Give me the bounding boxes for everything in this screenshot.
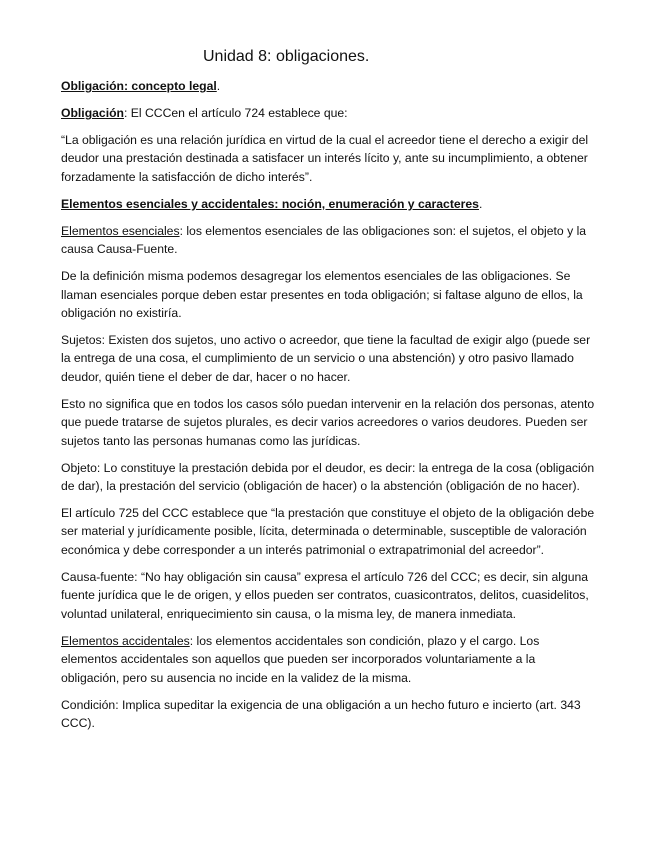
paragraph-label: Obligación (61, 106, 124, 120)
heading-text: Elementos esenciales y accidentales: noción, enumeración y caracteres (61, 196, 479, 211)
paragraph-elementos-accidentales (61, 632, 595, 687)
heading-tail: . (478, 196, 483, 211)
section-heading-elementos (61, 195, 595, 213)
section-heading-concepto-legal (61, 77, 595, 95)
paragraph-obligacion (61, 104, 595, 122)
paragraph-sujetos: Sujetos: Existen dos sujetos, uno activo o acreedor, que tiene la facultad de exigir algo (puede ser la entrega de una cosa, el cumplimiento de un servicio o una abstención) y otro pasivo llamado deudor, quién tiene el deber de dar, hacer o no hacer. (61, 333, 591, 384)
paragraph-condicion: Condición: Implica supeditar la exigencia de una obligación a un hecho futuro e incierto (art. 343 CCC). (61, 697, 581, 730)
paragraph-text: : los elementos accidentales son condición, plazo y el cargo. Los elementos accidentales son aquellos que pueden ser incorporados voluntariamente a la obligación, pero su ausencia no incide en la validez de la misma. (61, 633, 540, 685)
paragraph-objeto: Objeto: Lo constituye la prestación debida por el deudor, es decir: la entrega de la cosa (obligación de dar), la prestación del servicio (obligación de hacer) o la abstención (obligación de no hacer). (61, 460, 595, 494)
paragraph-label: Elementos esenciales (61, 223, 180, 238)
paragraph-articulo-725: El artículo 725 del CCC establece que “la prestación que constituye el objeto de la obligación debe ser material y jurídicamente posible, lícita, determinada o determinable, susceptible de valoración económica y debe corresponder a un interés patrimonial o extrapatrimonial del acreedor”. (61, 506, 595, 557)
heading-tail: . (216, 79, 221, 93)
paragraph-esenciales-explicacion: De la definición misma podemos desagregar los elementos esenciales de las obligaciones. Se llaman esenciales porque deben estar presentes en toda obligación; si faltase alguno de ellos, la obligación no existiría. (61, 269, 583, 321)
paragraph-sujetos-plurales: Esto no significa que en todos los casos sólo puedan intervenir en la relación dos personas, atento que puede tratarse de sujetos plurales, es decir varios acreedores o varios deudores. Pueden ser sujetos tanto las personas humanas como las jurídicas. (61, 396, 595, 448)
document-body (61, 77, 595, 741)
paragraph-causa-fuente: Causa-fuente: “No hay obligación sin causa” expresa el artículo 726 del CCC; es decir, sin alguna fuente jurídica que le de origen, y ellos pueden ser contratos, cuasicontratos, delitos, cuasidelitos, voluntad unilateral, enriquecimiento sin causa, o la misma ley, de manera inmediata. (61, 569, 589, 621)
paragraph-label: Elementos accidentales (61, 633, 190, 648)
paragraph-text: : los elementos esenciales de las obligaciones son: el sujetos, el objeto y la causa Causa-Fuente. (61, 223, 587, 257)
heading-text: Obligación: concepto legal (61, 79, 217, 93)
paragraph-elementos-esenciales (61, 222, 595, 259)
page-title: Unidad 8: obligaciones. (203, 48, 370, 65)
paragraph-definicion: “La obligación es una relación jurídica en virtud de la cual el acreedor tiene el derecho a exigir del deudor una prestación destinada a satisfacer un interés lícito y, ante su incumplimiento, a obtener forzadamente la satisfacción de dicho interés”. (61, 133, 589, 184)
paragraph-text: : El CCCen el artículo 724 establece que: (123, 106, 348, 120)
